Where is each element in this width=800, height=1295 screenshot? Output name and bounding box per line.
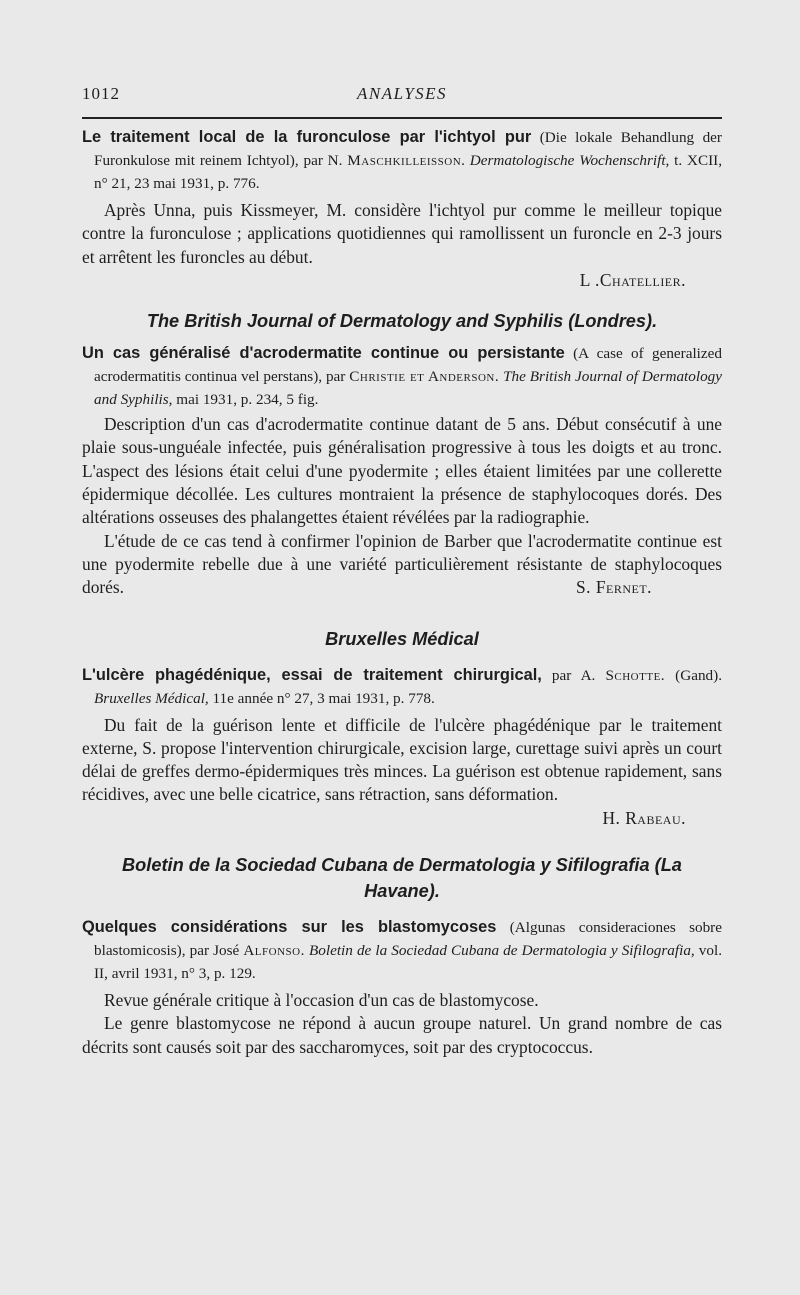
journal-name: Boletin de la Sociedad Cubana de Dermatologia y Sifilografia, — [309, 942, 695, 960]
signature: L .Chatellier. — [579, 269, 686, 290]
article-heading: L'ulcère phagédénique, essai de traitement chirurgical, par A. Schotte. (Gand). Bruxelles Médical, 11e année n° 27, 3 mai 1931, p. 778. — [82, 665, 722, 707]
article-author: Alfonso. — [243, 942, 305, 960]
article-title: Le traitement local de la furonculose par l'ichtyol pur — [82, 128, 532, 146]
page-content — [82, 124, 722, 1059]
article-author: Maschkilleisson — [347, 152, 462, 169]
journal-ref: vol. II, avril 1931, n° 3, p. 129. — [94, 942, 723, 983]
article-subtitle: (Die lokale Behandlung der Furonkulose mit reinem Ichtyol), par N. — [94, 129, 722, 169]
journal-name: The British Journal of Dermatology and Syphilis, — [94, 368, 723, 409]
article-paragraph: Du fait de la guérison lente et difficile de l'ulcère phagédénique par le traitement externe, S. propose l'intervention chirurgicale, excision large, curettage suivi après un court délai de greffes dermo-épidermiques très minces. La guérison est obtenue rapidement, sans récidives, avec une belle cicatrice, sans rétraction, sans déformation. — [82, 714, 722, 805]
article-paragraph: Revue générale critique à l'occasion d'un cas de blastomycose. — [104, 990, 539, 1011]
article-paragraph: L'étude de ce cas tend à confirmer l'opinion de Barber que l'acrodermatite continue est une pyodermite rebelle due à une variété particulièrement résistante de staphylocoques dorés. S. Fernet. — [82, 530, 722, 600]
journal-name: Bruxelles Médical, — [94, 689, 209, 707]
section-heading: Bruxelles Médical — [325, 628, 479, 649]
article-heading — [82, 342, 722, 411]
page-header — [82, 84, 722, 108]
article-heading — [82, 916, 722, 985]
running-title: ANALYSES — [356, 84, 448, 103]
article-title: Un cas généralisé d'acrodermatite continue ou persistante — [82, 344, 565, 363]
article-paragraph: Le genre blastomycose ne répond à aucun groupe naturel. Un grand nombre de cas décrits sont causés soit par des saccharomyces, soit par des cryptococcus. — [82, 1013, 722, 1057]
header-rule — [82, 117, 722, 119]
article — [82, 916, 722, 1059]
signature: H. Rabeau. — [602, 807, 686, 828]
journal-ref: mai 1931, p. 234, 5 fig. — [172, 391, 319, 409]
article-title: Quelques considérations sur les blastomycoses — [82, 918, 497, 937]
article — [82, 664, 722, 830]
journal-ref: 11e année n° 27, 3 mai 1931, p. 778. — [208, 689, 435, 707]
article-title: L'ulcère phagédénique, essai de traitement chirurgical, — [82, 665, 542, 684]
section-heading: The British Journal of Dermatology and Syphilis (Londres). — [146, 311, 658, 332]
article — [82, 126, 722, 292]
article-paragraph: Description d'un cas d'acrodermatite continue datant de 5 ans. Début consécutif à une plaie sous-unguéale infectée, puis généralisation progressive à tous les doigts et au tronc. L'aspect des lésions était celui d'une pyodermite ; elles étaient limitées par une collerette épidermique décollée. Les cultures montraient la présence de staphylocoques dorés. Des altérations osseuses des phalangettes étaient révélées par la radiographie. — [82, 414, 722, 528]
section-heading: Boletin de la Sociedad Cubana de Dermatologia y Sifilografia (La Havane). — [122, 855, 682, 902]
signature: S. Fernet. — [575, 577, 652, 598]
article-author: Christie et Anderson. — [349, 368, 500, 386]
journal-ref: t. XCII, n° 21, 23 mai 1931, p. 776. — [94, 152, 722, 192]
article-subtitle: (Algunas consideraciones sobre blastomicosis), par José — [94, 919, 722, 960]
article-paragraph: Après Unna, puis Kissmeyer, M. considère l'ichtyol pur comme le meilleur topique contre la furonculose ; applications quotidiennes qui ramollissent un furoncle en 2-3 jours et arrêtent les furoncles au début. — [82, 200, 722, 267]
page-number: 1012 — [82, 84, 120, 103]
article — [82, 342, 722, 599]
article-author: Schotte. — [605, 666, 666, 684]
article-subtitle: (A case of generalized acrodermatitis continua vel perstans), par — [94, 345, 722, 386]
article-heading: Le traitement local de la furonculose par l'ichtyol pur (Die lokale Behandlung der Furonkulose mit reinem Ichtyol), par N. Maschkilleisson. Dermatologische Wochenschrift, t. XCII, n° 21, 23 mai 1931, p. 776. — [82, 128, 722, 192]
journal-name: Dermatologische Wochenschrift, — [469, 152, 670, 169]
article-subtitle: par A. — [541, 666, 606, 684]
